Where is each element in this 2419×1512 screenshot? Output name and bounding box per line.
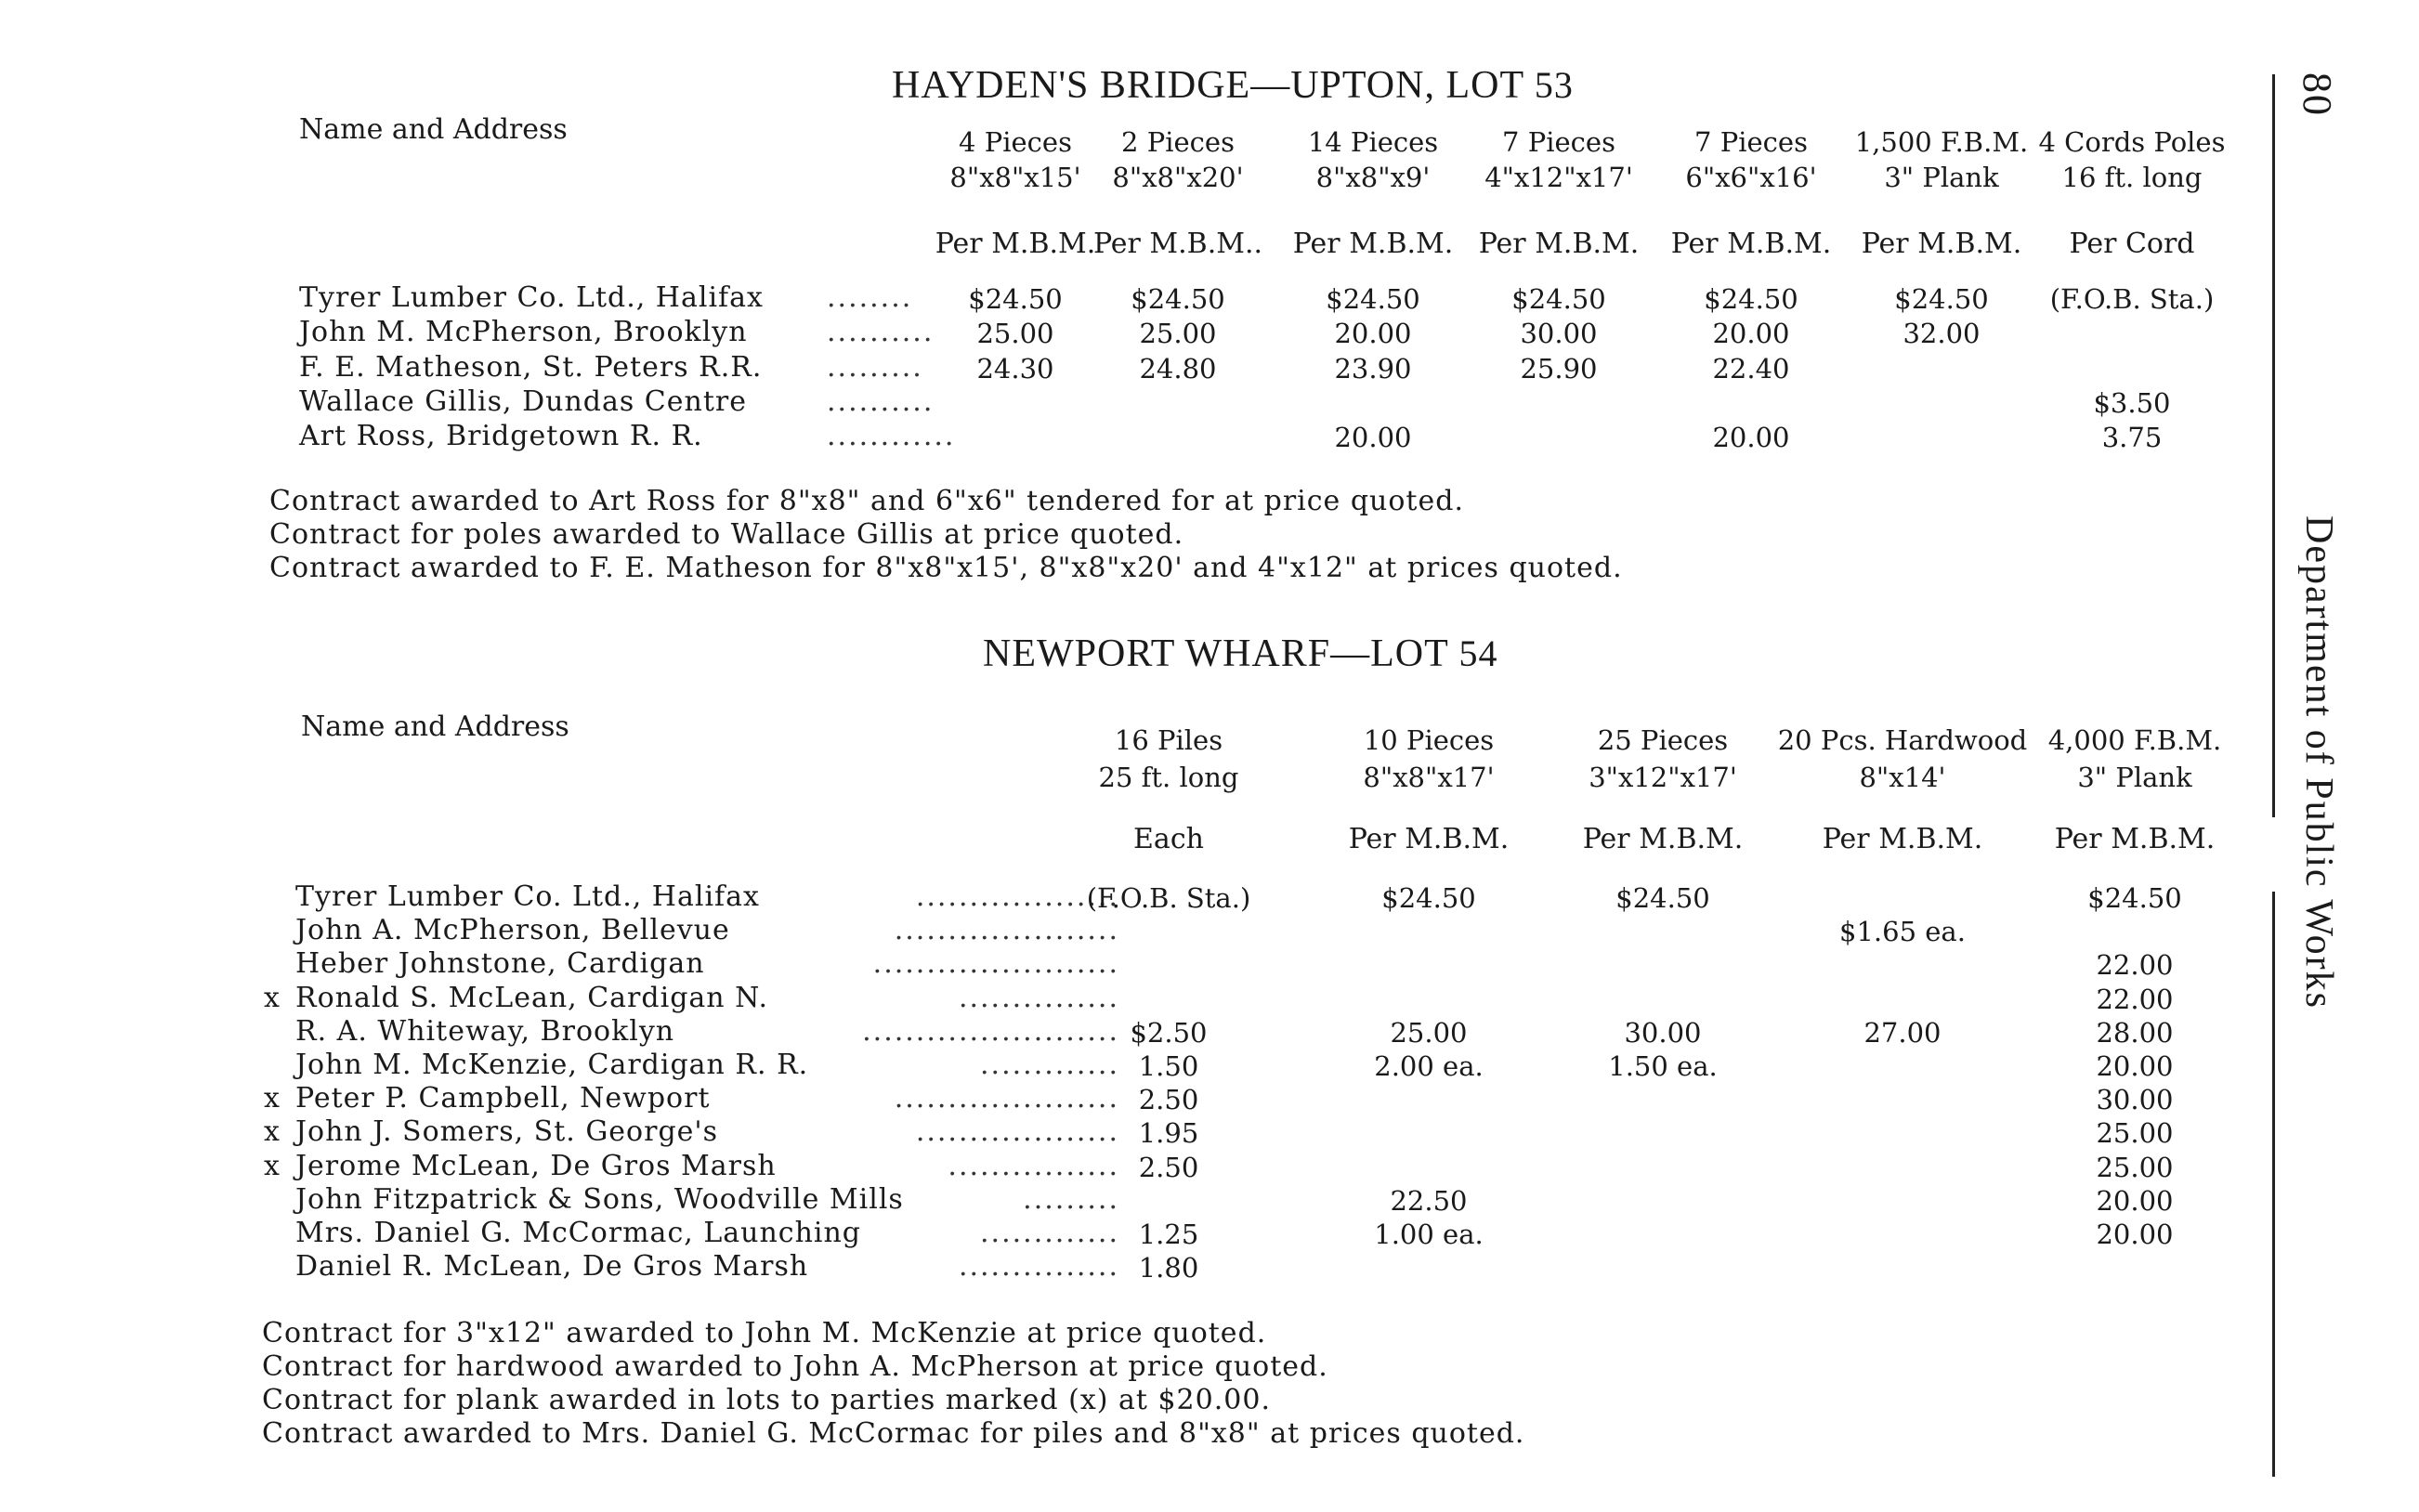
section2-cell: $24.50 (1615, 882, 1710, 914)
section2-col-header-line1: 20 Pcs. Hardwood (1777, 724, 2028, 756)
section1-row-leader-dots: ............ (827, 420, 956, 452)
running-head: Department of Public Works (2297, 515, 2340, 1010)
section1-col-header-line1: 7 Pieces (1694, 126, 1808, 158)
margin-rule-lower (2272, 892, 2275, 1477)
section1-name-label: Name and Address (299, 113, 568, 146)
section1-col-unit: Per Cord (2069, 228, 2195, 260)
section1-cell: 22.40 (1712, 353, 1790, 385)
section1-col-unit: Per M.B.M. (935, 228, 1096, 260)
section2-cell: (F.O.B. Sta.) (1086, 882, 1251, 914)
section2-cell: 25.00 (2096, 1117, 2174, 1150)
section2-row-name: R. A. Whiteway, Brooklyn (295, 1014, 675, 1048)
section1-col-header-line2: 8"x8"x9' (1315, 162, 1431, 193)
section2-note: Contract for 3"x12" awarded to John M. McKenzie at price quoted. (262, 1317, 1267, 1349)
section1-col-header-line1: 4 Cords Poles (2038, 126, 2226, 158)
section2-note: Contract for hardwood awarded to John A. McPherson at price quoted. (262, 1350, 1328, 1383)
section2-row-name: John A. McPherson, Bellevue (295, 914, 730, 947)
section2-row-leader-dots: ................... (915, 880, 1119, 913)
section1-cell: 25.00 (976, 318, 1054, 349)
section2-note: Contract for plank awarded in lots to parties marked (x) at $20.00. (262, 1384, 1271, 1416)
section2-col-header-line1: 10 Pieces (1363, 724, 1495, 756)
section2-cell: 1.00 ea. (1374, 1219, 1484, 1250)
section2-cell: $24.50 (1381, 882, 1476, 914)
section2-cell: 20.00 (2096, 1184, 2174, 1217)
section2-row-leader-dots: ................... (915, 1115, 1119, 1149)
section1-col-header-line1: 7 Pieces (1502, 126, 1615, 158)
section1-cell: 20.00 (1712, 422, 1790, 453)
section1-col-unit: Per M.B.M.. (1092, 228, 1263, 260)
section1-cell: $24.50 (968, 283, 1063, 315)
section1-row-leader-dots: ........ (827, 281, 913, 314)
section1-title (892, 63, 1574, 108)
section2-row-award-mark: x (264, 981, 280, 1014)
section2-cell: 1.50 ea. (1608, 1050, 1718, 1082)
section2-row-award-mark: x (264, 1115, 280, 1149)
section2-cell: 2.00 ea. (1374, 1050, 1484, 1082)
section1-row-leader-dots: .......... (827, 316, 935, 348)
section2-col-header-line2: 8"x8"x17' (1363, 762, 1495, 793)
section1-title-text: HAYDEN'S BRIDGE—UPTON, LOT (892, 64, 1524, 107)
section1-cell: $24.50 (1894, 283, 1989, 315)
section1-row-name: Tyrer Lumber Co. Ltd., Halifax (299, 281, 764, 314)
section2-row-leader-dots: ........................ (862, 1014, 1119, 1048)
section2-cell: 2.50 (1138, 1084, 1199, 1116)
section2-row-leader-dots: ............. (980, 1217, 1119, 1249)
section2-row-name: Ronald S. McLean, Cardigan N. (295, 981, 769, 1014)
section2-row-name: Tyrer Lumber Co. Ltd., Halifax (295, 880, 760, 913)
section1-col-header-line2: 6"x6"x16' (1685, 162, 1817, 193)
section1-cell: 25.00 (1139, 318, 1217, 349)
section2-row-name: John J. Somers, St. George's (295, 1115, 719, 1149)
section2-cell: $2.50 (1130, 1016, 1208, 1049)
section2-cell: $24.50 (2087, 882, 2182, 914)
section1-row-name: Wallace Gillis, Dundas Centre (299, 385, 747, 418)
section1-cell: 24.80 (1139, 353, 1217, 385)
section2-row-leader-dots: ....................... (872, 947, 1119, 981)
section2-title (983, 632, 1498, 676)
section2-row-leader-dots: ................ (948, 1149, 1119, 1182)
section1-row-name: John M. McPherson, Brooklyn (299, 316, 748, 348)
section2-row-name: Jerome McLean, De Gros Marsh (295, 1149, 777, 1182)
section2-row-leader-dots: ......... (1023, 1182, 1119, 1216)
section2-col-header-line2: 3"x12"x17' (1589, 762, 1737, 793)
section2-row-leader-dots: ............. (980, 1049, 1119, 1081)
section1-cell: 3.75 (2101, 422, 2163, 453)
section2-name-label: Name and Address (301, 710, 569, 743)
page-number: 80 (2295, 72, 2340, 117)
section1-col-header-line2: 16 ft. long (2061, 162, 2203, 193)
section2-cell: 22.00 (2096, 983, 2174, 1015)
section2-row-leader-dots: ..................... (894, 914, 1119, 947)
section1-lot-number: 53 (1534, 64, 1574, 106)
section2-cell: 30.00 (1624, 1016, 1702, 1049)
section2-cell: 2.50 (1138, 1151, 1199, 1183)
section2-row-leader-dots: ............... (958, 981, 1119, 1014)
section1-cell: 32.00 (1903, 318, 1981, 349)
section2-row-leader-dots: ..................... (894, 1082, 1119, 1115)
section2-row-name: Mrs. Daniel G. McCormac, Launching (295, 1217, 862, 1249)
section2-cell: 22.50 (1390, 1184, 1468, 1217)
section2-lot-number: 54 (1458, 632, 1498, 674)
section1-cell: 20.00 (1334, 422, 1412, 453)
section1-col-unit: Per M.B.M. (1861, 228, 2022, 260)
section2-row-award-mark: x (264, 1149, 280, 1182)
section2-cell: 1.95 (1138, 1117, 1199, 1150)
section2-cell: 1.25 (1138, 1219, 1199, 1250)
section2-col-header-line2: 3" Plank (2077, 762, 2192, 793)
section1-cell: $3.50 (2093, 387, 2171, 419)
section1-note: Contract awarded to F. E. Matheson for 8"x8"x15', 8"x8"x20' and 4"x12" at prices quoted. (269, 552, 1623, 584)
section1-cell: $24.50 (1704, 283, 1798, 315)
section1-col-header-line1: 2 Pieces (1121, 126, 1235, 158)
section1-cell: 20.00 (1712, 318, 1790, 349)
section1-cell: $24.50 (1131, 283, 1225, 315)
section1-col-header-line1: 14 Pieces (1307, 126, 1439, 158)
section2-title-text: NEWPORT WHARF—LOT (983, 632, 1449, 675)
section2-col-unit: Per M.B.M. (1348, 823, 1510, 855)
section2-row-name: Peter P. Campbell, Newport (295, 1082, 711, 1115)
section1-row-name: F. E. Matheson, St. Peters R.R. (299, 351, 763, 384)
section1-cell: 24.30 (976, 353, 1054, 385)
section2-cell: 20.00 (2096, 1219, 2174, 1250)
section1-row-leader-dots: ......... (827, 351, 923, 384)
section1-note: Contract for poles awarded to Wallace Gillis at price quoted. (269, 518, 1184, 551)
section2-cell: 20.00 (2096, 1050, 2174, 1082)
section2-col-unit: Per M.B.M. (1582, 823, 1744, 855)
section1-cell: (F.O.B. Sta.) (2049, 283, 2215, 315)
section2-row-award-mark: x (264, 1082, 280, 1115)
section1-col-header-line2: 3" Plank (1884, 162, 1999, 193)
section1-col-header-line2: 8"x8"x20' (1112, 162, 1244, 193)
section2-col-header-line2: 25 ft. long (1098, 762, 1239, 793)
section2-cell: 27.00 (1863, 1016, 1942, 1049)
section2-row-leader-dots: ............... (958, 1250, 1119, 1284)
section2-col-header-line1: 4,000 F.B.M. (2047, 724, 2222, 756)
section1-cell: 30.00 (1520, 318, 1598, 349)
section2-cell: 25.00 (1390, 1016, 1468, 1049)
section2-cell: 25.00 (2096, 1151, 2174, 1183)
section1-cell: 25.90 (1520, 353, 1598, 385)
margin-rule-upper (2272, 74, 2275, 817)
section2-cell: 1.50 (1138, 1050, 1199, 1082)
section1-cell: $24.50 (1511, 283, 1606, 315)
section1-col-header-line1: 1,500 F.B.M. (1854, 126, 2029, 158)
section2-row-name: Heber Johnstone, Cardigan (295, 947, 705, 981)
section2-cell: 28.00 (2096, 1016, 2174, 1049)
section1-col-unit: Per M.B.M. (1478, 228, 1640, 260)
section2-col-header-line2: 8"x14' (1859, 762, 1946, 793)
section1-col-header-line2: 8"x8"x15' (949, 162, 1081, 193)
section1-row-leader-dots: .......... (827, 385, 935, 418)
section2-row-name: John Fitzpatrick & Sons, Woodville Mills (295, 1182, 904, 1216)
section1-note: Contract awarded to Art Ross for 8"x8" and 6"x6" tendered for at price quoted. (269, 485, 1464, 517)
section2-col-unit: Per M.B.M. (1822, 823, 1983, 855)
section2-cell: 30.00 (2096, 1084, 2174, 1116)
section2-row-name: John M. McKenzie, Cardigan R. R. (295, 1049, 809, 1081)
section1-row-name: Art Ross, Bridgetown R. R. (299, 420, 703, 452)
section2-col-header-line1: 16 Piles (1114, 724, 1223, 756)
section1-col-header-line1: 4 Pieces (959, 126, 1072, 158)
section2-cell: 1.80 (1138, 1252, 1199, 1284)
section1-cell: 20.00 (1334, 318, 1412, 349)
section2-cell: $1.65 ea. (1839, 916, 1966, 948)
section2-col-header-line1: 25 Pieces (1597, 724, 1729, 756)
section1-cell: $24.50 (1326, 283, 1420, 315)
section1-col-unit: Per M.B.M. (1670, 228, 1832, 260)
section1-col-unit: Per M.B.M. (1292, 228, 1454, 260)
section2-note: Contract awarded to Mrs. Daniel G. McCormac for piles and 8"x8" at prices quoted. (262, 1417, 1525, 1450)
section1-col-header-line2: 4"x12"x17' (1484, 162, 1633, 193)
section1-cell: 23.90 (1334, 353, 1412, 385)
section2-col-unit: Per M.B.M. (2054, 823, 2216, 855)
section2-cell: 22.00 (2096, 949, 2174, 982)
section2-col-unit: Each (1133, 823, 1204, 855)
section2-row-name: Daniel R. McLean, De Gros Marsh (295, 1250, 809, 1284)
